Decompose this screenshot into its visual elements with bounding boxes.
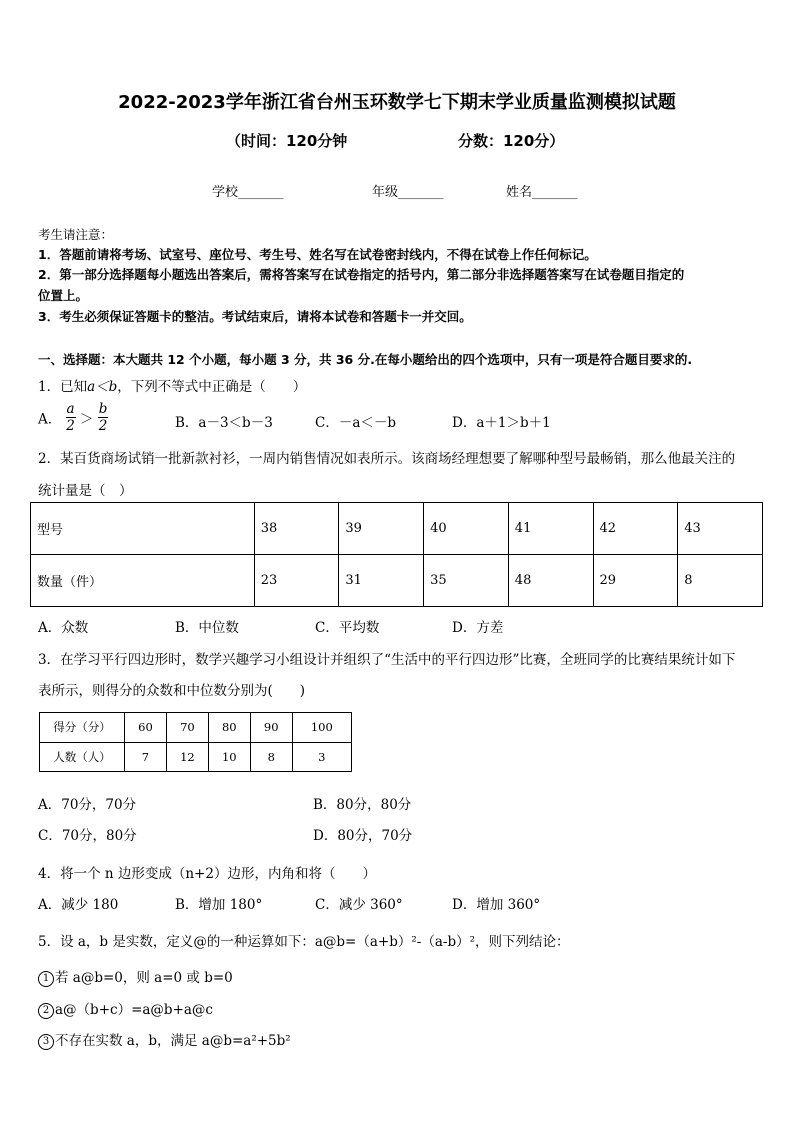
question-3-table: [39, 712, 352, 772]
question-3-stem-cont: 表所示，则得分的众数和中位数分别为( ): [38, 683, 306, 699]
table-cell: 得分（分）: [40, 713, 125, 743]
circled-number-2: 2: [38, 1003, 54, 1019]
question-4-option-d: D．增加 360°: [452, 897, 541, 913]
table-row: [40, 742, 352, 772]
table-cell: 42: [593, 503, 678, 555]
question-4-option-a: A．减少 180: [38, 897, 119, 913]
question-2-table: [30, 502, 763, 607]
exam-score: 分数：120分）: [458, 132, 565, 150]
question-1-option-c: C．－a＜－b: [315, 415, 397, 431]
notice-item-2-cont: 位置上。: [38, 288, 89, 303]
table-cell: 100: [292, 713, 351, 743]
table-cell: 12: [166, 742, 208, 772]
question-4-option-b: B．增加 180°: [175, 897, 263, 913]
table-cell: 型号: [31, 503, 255, 555]
question-5-stem: 5．设 a，b 是实数，定义@的一种运算如下：a@b=（a+b）²-（a-b）²，则下列结论：: [38, 934, 570, 950]
table-cell: 31: [339, 555, 424, 607]
table-cell: 数量（件）: [31, 555, 255, 607]
question-5-conclusion-2: 2 a@（b+c）=a@b+a@c: [38, 998, 213, 1019]
table-cell: 90: [250, 713, 292, 743]
table-cell: 41: [508, 503, 593, 555]
table-row: [31, 503, 763, 555]
table-cell: 8: [678, 555, 763, 607]
question-1-stem: 1．已知a＜b，下列不等式中正确是（ ）: [38, 379, 307, 395]
page-title: 2022-2023学年浙江省台州玉环数学七下期末学业质量监测模拟试题: [118, 92, 676, 113]
question-5-conclusion-1: 1 若 a@b=0，则 a=0 或 b=0: [38, 966, 233, 987]
question-3-option-d: D．80分，70分: [313, 828, 413, 844]
question-2-stem: 2．某百货商场试销一批新款衬衫，一周内销售情况如表所示。该商场经理想要了解哪种型号最畅销，那么他最关注的: [38, 451, 736, 467]
table-cell: 48: [508, 555, 593, 607]
question-2-option-c: C．平均数: [315, 620, 380, 636]
table-cell: 60: [125, 713, 167, 743]
notice-item-3: 3．考生必须保证答题卡的整洁。考试结束后，请将本试卷和答题卡一并交回。: [38, 309, 472, 324]
table-cell: 29: [593, 555, 678, 607]
question-4-option-c: C．减少 360°: [315, 897, 403, 913]
grade-field: 年级_______: [372, 185, 444, 200]
notice-item-2: 2．第一部分选择题每小题选出答案后，需将答案写在试卷指定的括号内，第二部分非选择题答案写在试卷题目指定的: [38, 267, 685, 282]
table-cell: 70: [166, 713, 208, 743]
question-3-option-b: B．80分，80分: [313, 797, 412, 813]
exam-time: （时间：120分钟: [226, 132, 348, 150]
table-cell: 人数（人）: [40, 742, 125, 772]
question-1-option-d: D．a＋1＞b＋1: [452, 415, 551, 431]
question-1-option-b: B．a－3＜b－3: [175, 415, 273, 431]
question-5-conclusion-3: 3 不存在实数 a，b，满足 a@b=a²+5b²: [38, 1029, 291, 1050]
table-row: [31, 555, 763, 607]
table-cell: 40: [424, 503, 509, 555]
table-cell: 43: [678, 503, 763, 555]
notice-heading: 考生请注意：: [38, 227, 114, 242]
table-cell: 38: [254, 503, 339, 555]
circled-number-1: 1: [38, 971, 54, 987]
table-cell: 35: [424, 555, 509, 607]
school-field: 学校_______: [212, 185, 284, 200]
question-2-option-b: B．中位数: [175, 620, 239, 636]
section-heading: 一、选择题：本大题共 12 个小题，每小题 3 分，共 36 分.在每小题给出的四个选项中，只有一项是符合题目要求的.: [38, 352, 693, 367]
table-cell: 39: [339, 503, 424, 555]
question-3-option-a: A．70分，70分: [38, 797, 137, 813]
question-2-stem-cont: 统计量是（ ）: [38, 483, 133, 499]
table-cell: 3: [292, 742, 351, 772]
question-2-option-d: D．方差: [452, 620, 504, 636]
table-cell: 7: [125, 742, 167, 772]
table-cell: 80: [208, 713, 250, 743]
name-field: 姓名_______: [506, 185, 578, 200]
question-1-option-a: A． $\frac{a}{2}$ ＞ $\frac{b}{2}$: [38, 401, 108, 434]
table-cell: 10: [208, 742, 250, 772]
question-4-stem: 4．将一个 n 边形变成（n+2）边形，内角和将（ ）: [38, 866, 376, 882]
question-2-option-a: A．众数: [38, 620, 89, 636]
notice-item-1: 1．答题前请将考场、试室号、座位号、考生号、姓名写在试卷密封线内，不得在试卷上作任何标记。: [38, 247, 597, 262]
question-3-stem: 3．在学习平行四边形时，数学兴趣学习小组设计并组织了“生活中的平行四边形”比赛，全班同学的比赛结果统计如下: [38, 652, 736, 668]
circled-number-3: 3: [38, 1034, 54, 1050]
table-cell: 23: [254, 555, 339, 607]
question-3-option-c: C．70分，80分: [38, 828, 137, 844]
table-row: [40, 713, 352, 743]
table-cell: 8: [250, 742, 292, 772]
